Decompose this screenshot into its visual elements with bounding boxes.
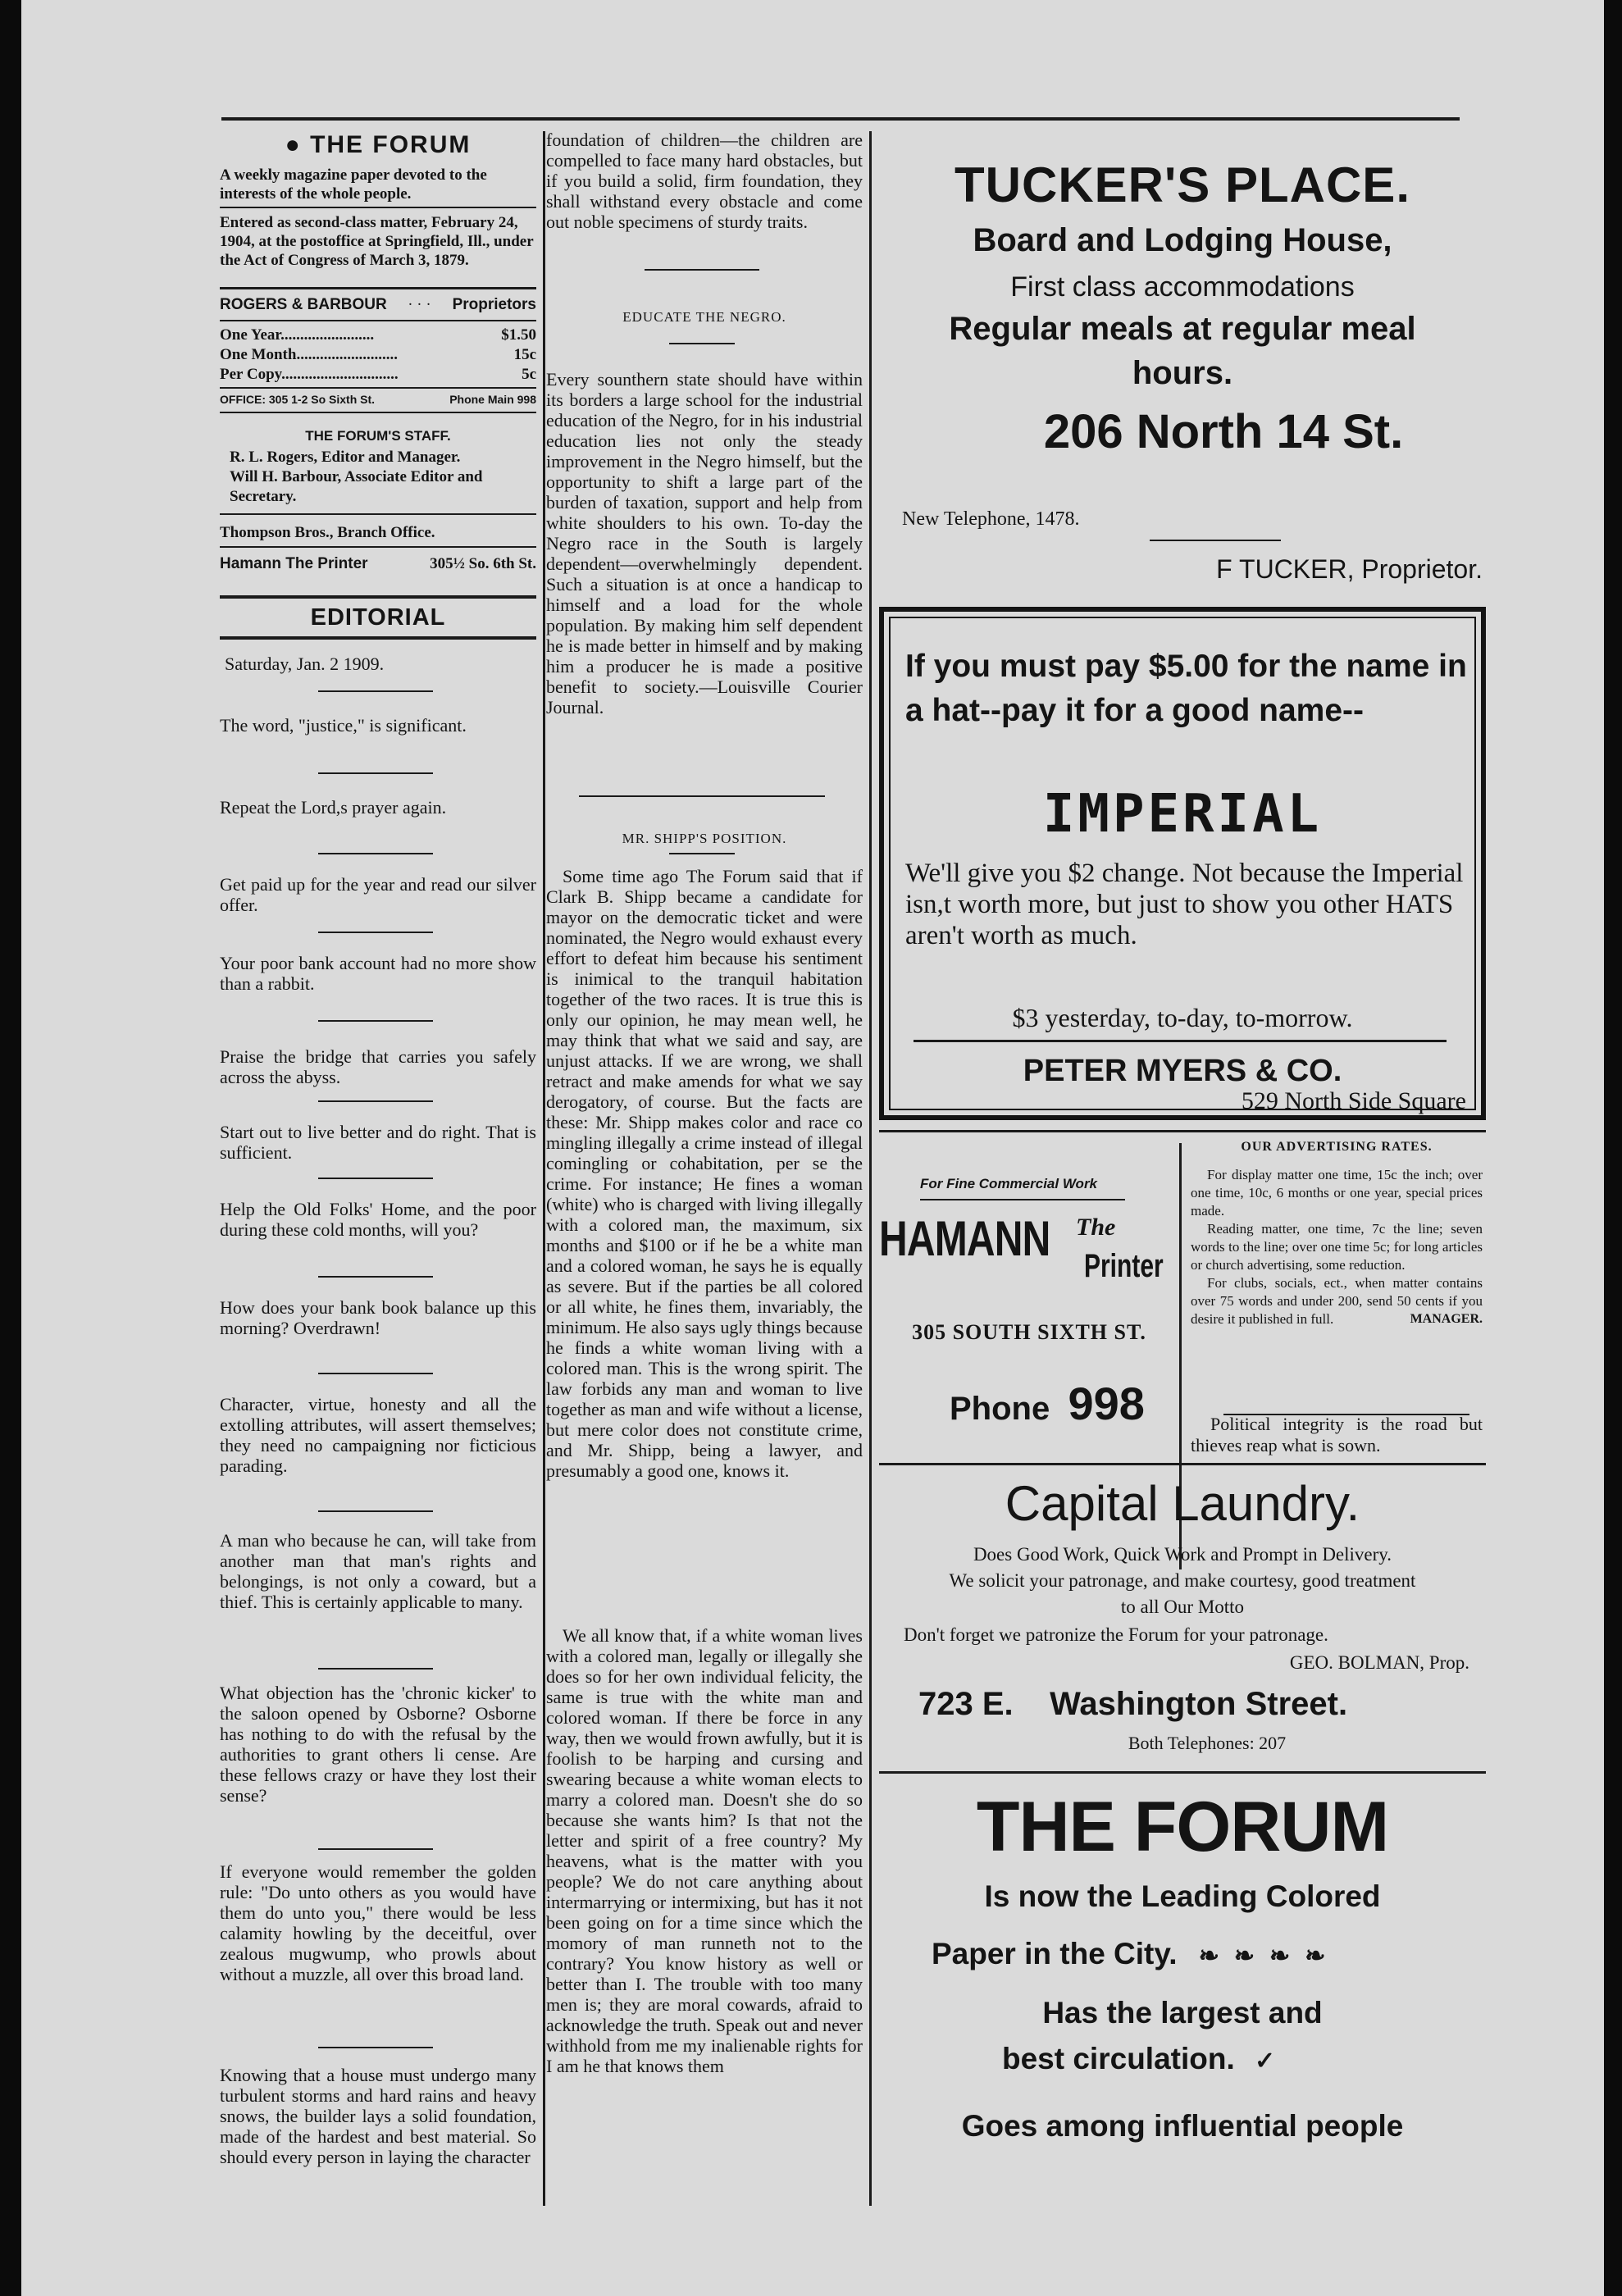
separator-rule [318, 853, 433, 854]
imperial-tagline: $3 yesterday, to-day, to-morrow. [1012, 1003, 1353, 1032]
staff-line: R. L. Rogers, Editor and Manager. [230, 449, 461, 466]
tucker-proprietor: F TUCKER, Proprietor. [1216, 554, 1483, 584]
separator-rule [318, 1510, 433, 1512]
filler-text: Political integrity is the road but thieves reap what is sown. [1191, 1414, 1483, 1456]
tucker-line: hours. [1132, 355, 1233, 391]
masthead-rule-7 [220, 546, 536, 548]
separator-rule [579, 795, 825, 797]
separator-rule [318, 772, 433, 774]
rate-row: One Year........................ $1.50 [220, 326, 536, 344]
forum-ad-line: Paper in the City. ❧❧❧❧ [932, 1937, 1341, 1970]
editorial-item: Your poor bank account had no more show than a rabbit. [220, 953, 536, 994]
editorial-item: Praise the bridge that carries you safely across the abyss. [220, 1046, 536, 1087]
printer-line: Hamann The Printer 305½ So. 6th St. [220, 555, 536, 572]
right-column [879, 123, 1486, 2206]
laundry-phones: Both Telephones: 207 [1128, 1733, 1287, 1753]
editorial-item: Character, virtue, honesty and all the extolling attributes, will assert themselves; they need no campaigning nor ficticious parading. [220, 1394, 536, 1476]
separator-rule [914, 1040, 1447, 1042]
separator-rule [669, 343, 735, 344]
editorial-heading: EDITORIAL [310, 604, 446, 631]
separator-rule [318, 1373, 433, 1374]
hamann-name: HAMANN [879, 1211, 1050, 1266]
separator-rule [645, 269, 759, 271]
forum-ad-line: Goes among influential people [961, 2109, 1404, 2143]
column-rule-2 [869, 131, 872, 2206]
hamann-the: The [1076, 1214, 1116, 1241]
editorial-item: What objection has the 'chronic kicker' to the saloon opened by Osborne? Osborne has nothing to do with the refusal by the authorities to grant others li cense. Are these fellows crazy or have they lost their sense? [220, 1683, 536, 1806]
separator-rule [318, 1100, 433, 1102]
article-text: Every sounthern state should have within its borders a large school for the industrial education of the Negro, for in his industrial education lies not only the steady improvement in the Negro himself, but the opportunity to shift a large part of the burden of taxation, support and help from white shoulders to his own. To-day the Negro race in the South is largely dependent—overwhelmingly dependent. Such a situation is at once a handicap to himself and a load for the whole population. By making him self dependent he is made better in himself and by making him a producer he is made a positive benefit to society.—Louisville Courier Journal. [546, 369, 863, 718]
imperial-ad [879, 607, 1486, 1120]
masthead-rule-9 [220, 636, 536, 640]
ad-rates-text: Reading matter, one time, 7c the line; seven words to the line; over one time 5c; for long articles or church advertising, some reduction. [1191, 1221, 1483, 1273]
tucker-telephone: New Telephone, 1478. [902, 508, 1080, 530]
masthead-rule-4 [220, 387, 536, 389]
proprietors-line: ROGERS & BARBOUR · · · Proprietors [220, 296, 536, 313]
laundry-proprietor: GEO. BOLMAN, Prop. [1289, 1652, 1469, 1673]
article-heading: EDUCATE THE NEGRO. [622, 309, 786, 325]
hamann-kicker: For Fine Commercial Work [920, 1176, 1098, 1191]
imperial-brand: IMPERIAL [1042, 784, 1323, 845]
separator-rule [318, 690, 433, 692]
imperial-company: PETER MYERS & CO. [1023, 1054, 1342, 1088]
separator-rule [318, 932, 433, 933]
separator-rule [318, 1020, 433, 1022]
ad-rates-signature: MANAGER. [1410, 1312, 1483, 1326]
editorial-item: Start out to live better and do right. That is sufficient. [220, 1122, 536, 1163]
separator-rule [920, 1199, 1125, 1200]
imperial-lead: If you must pay $5.00 for the name in a hat--pay it for a good name-- [905, 649, 1467, 728]
editorial-item: The word, "justice," is significant. [220, 715, 467, 736]
masthead-rule-8 [220, 595, 536, 599]
tucker-line: First class accommodations [1010, 271, 1355, 303]
separator-rule [318, 1668, 433, 1670]
forum-ad-line: Is now the Leading Colored [984, 1879, 1381, 1913]
tucker-line: Board and Lodging House, [973, 222, 1392, 258]
editorial-item: Repeat the Lord,s prayer again. [220, 797, 447, 818]
separator-rule [1150, 540, 1281, 541]
separator-rule [879, 1771, 1486, 1774]
masthead-rule-2 [220, 287, 536, 289]
hamann-phone: Phone 998 [950, 1378, 1145, 1429]
masthead-rule-5 [220, 412, 536, 413]
masthead-rule-6 [220, 513, 536, 515]
editorial-item: How does your bank book balance up this morning? Overdrawn! [220, 1297, 536, 1338]
check-ornament-icon: ✓ [1255, 2048, 1276, 2075]
masthead-rule-1 [220, 207, 536, 208]
hamann-address: 305 SOUTH SIXTH ST. [912, 1320, 1146, 1344]
separator-rule [318, 2047, 433, 2048]
laundry-line: We solicit your patronage, and make courtesy, good treatment [949, 1570, 1416, 1591]
editorial-item: A man who because he can, will take from another man that man's rights and belongings, is not only a coward, but a thief. This is certainly applicable to many. [220, 1530, 536, 1612]
forum-ad-line: Has the largest and [1042, 1996, 1323, 2029]
article-heading: MR. SHIPP'S POSITION. [622, 831, 787, 846]
separator-rule [318, 1178, 433, 1179]
masthead-title: ● THE FORUM [285, 131, 472, 158]
article-text: We all know that, if a white woman lives with a colored man, legally or illegally she does so for her own individual felicity, the same is true with the white man and colored woman. If there be force in any way, then we would frown awfully, but it is foolish to be harping and cursing and swearing because a white woman elects to marry a colored man. Doesn't she do so because she wants him? Is that not the letter and spirit of a free country? My heavens, what is the matter with you people? We do not care anything about intermarrying or intermixing, but has it not been going on for a time since which the momory of man runneth not to the contrary? You know history as well or better than I. The trouble with too many men is; they are moral cowards, afraid to acknowledge the truth. Speak out and never withhold from me my inalienable rights for I am he that knows them [546, 1625, 863, 2076]
middle-column [546, 123, 863, 2206]
forum-ad-title: THE FORUM [976, 1788, 1389, 1866]
article-text: Some time ago The Forum said that if Clark B. Shipp became a candidate for mayor on the democratic ticket and were nominated, the Negro would exhaust every effort to defeat him because his sentiment is inimical to the tranquil habitation together of the two races. It is true this is only our opinion, he may mean well, he may think that what we said and say, are unjust attacks. If we are wrong, we shall retract and make amends for what we say derogatory, of course. But the facts are these: Mr. Shipp makes color and race co mingling illegally a crime instead of illegal comingling or cohabitation, per se the crime. For instance; He fines a woman (white) who is charged with living illegally with a colored man, the maximum, six months and $100 or if he be a white man and a colored woman, he says he is equally as severe. But if the parties be all colored or all white, he fines them, invariably, the minimum. He also says ugly things because he finds a white woman living with a colored man. This is the wrong spirit. The law forbids any man and woman to live together as man and wife without a license, but mere color does not constitute crime, and Mr. Shipp, being a lawyer, and presumably a good one, knows it. [546, 866, 863, 1481]
editorial-item: If everyone would remember the golden rule: "Do unto others as you would have them do unto you," there would be less calamity howling by the deceitful, over zealous mugwump, who prowls about without a muzzle, all over this broad land. [220, 1861, 536, 1984]
rate-row: One Month.......................... 15c [220, 346, 536, 363]
separator-rule [879, 1130, 1486, 1132]
bullet-icon: ● [285, 131, 311, 158]
separator-rule [318, 1276, 433, 1278]
tucker-address: 206 North 14 St. [1043, 405, 1404, 458]
column-rule-1 [543, 131, 545, 2206]
imperial-address: 529 North Side Square [1241, 1087, 1466, 1114]
hamann-printer: Printer [1084, 1248, 1164, 1284]
separator-rule [318, 1848, 433, 1850]
left-column [220, 123, 536, 2206]
laundry-line: to all Our Motto [1120, 1597, 1245, 1617]
forum-ad-line: best circulation. ✓ [1002, 2042, 1276, 2075]
masthead-rule-3 [220, 320, 536, 321]
ad-rates-text: For display matter one time, 15c the inch; over one time, 10c, 6 months or one year, special prices made. [1191, 1167, 1483, 1219]
separator-rule [879, 1463, 1486, 1465]
staff-heading: THE FORUM'S STAFF. [305, 428, 451, 444]
staff-line: Will H. Barbour, Associate Editor and Secretary. [230, 468, 483, 505]
ad-rates-text: For clubs, socials, ect., when matter contains over 75 words and under 200, send 50 cents if you desire it published in full. [1191, 1275, 1483, 1327]
leaf-ornament-icon: ❧❧❧❧ [1198, 1943, 1341, 1970]
editorial-item: Help the Old Folks' Home, and the poor during these cold months, will you? [220, 1199, 536, 1240]
tucker-title: TUCKER'S PLACE. [955, 157, 1410, 212]
top-rule [221, 117, 1460, 121]
continuation-text: foundation of children—the children are compelled to face many hard obstacles, but if you build a solid, firm foundation, they shall withstand every obstacle and come out noble specimens of sturdy traits. [546, 130, 863, 232]
newspaper-page [21, 0, 1604, 2296]
ad-rates-heading: OUR ADVERTISING RATES. [1241, 1140, 1433, 1154]
separator-rule [669, 853, 735, 854]
office-line: OFFICE: 305 1-2 So Sixth St. Phone Main 998 [220, 393, 536, 406]
laundry-line: Does Good Work, Quick Work and Prompt in Delivery. [973, 1544, 1392, 1565]
branch-office: Thompson Bros., Branch Office. [220, 524, 435, 541]
imperial-body: We'll give you $2 change. Not because the Imperial isn,t worth more, but just to show you other HATS aren't worth as much. [905, 859, 1464, 950]
entry-note: Entered as second-class matter, February 24, 1904, at the postoffice at Springfield, Ill., under the Act of Congress of March 3, 1879. [220, 214, 534, 269]
editorial-date: Saturday, Jan. 2 1909. [225, 654, 385, 674]
editorial-item: Get paid up for the year and read our silver offer. [220, 874, 536, 915]
laundry-address: 723 E. Washington Street. [918, 1686, 1348, 1722]
ad-rates [1191, 1133, 1483, 1328]
masthead-tagline: A weekly magazine paper devoted to the interests of the whole people. [220, 166, 487, 203]
laundry-title: Capital Laundry. [1005, 1476, 1360, 1531]
tucker-line: Regular meals at regular meal [949, 311, 1416, 347]
rate-row: Per Copy.............................. 5c [220, 366, 536, 383]
editorial-item: Knowing that a house must undergo many turbulent storms and hard rains and heavy snows, the builder lays a solid foundation, made of the hardest and best material. So should every person in laying the character [220, 2065, 536, 2167]
laundry-line: Don't forget we patronize the Forum for your patronage. [904, 1624, 1328, 1645]
